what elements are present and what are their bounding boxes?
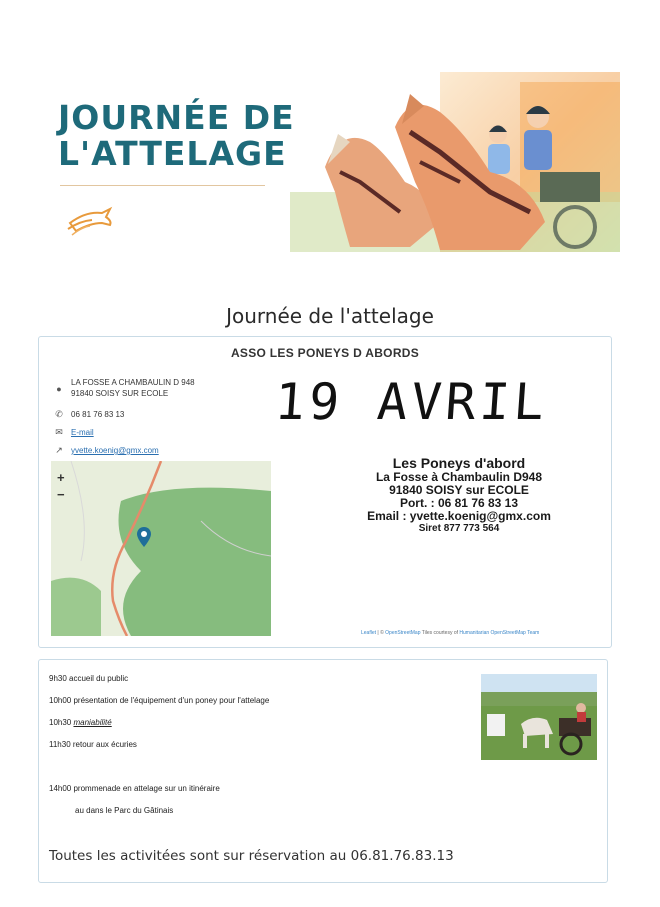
contact-card <box>38 336 612 648</box>
page-title: Journée de l'attelage <box>226 304 434 328</box>
map-zoom-controls <box>57 469 65 503</box>
mail-icon: ✉ <box>55 427 63 437</box>
map-marker-icon[interactable] <box>137 527 151 547</box>
zoom-in-button[interactable]: + <box>57 470 65 485</box>
email-link[interactable]: E-mail <box>71 428 94 437</box>
carriage-photo <box>481 674 597 760</box>
stamp-name: Les Poneys d'abord <box>392 455 526 471</box>
program-item: 10h00 présentation de l'équipement d'un poney pour l'attelage <box>49 696 270 705</box>
org-name: ASSO LES PONEYS D ABORDS <box>230 346 420 360</box>
hero-illustration <box>290 72 620 252</box>
hero-title-line2: L'ATTELAGE <box>58 134 287 173</box>
hero-divider <box>60 185 265 186</box>
phone-icon: ✆ <box>55 409 63 419</box>
location-map[interactable] <box>51 461 271 636</box>
program-item: 9h30 accueil du public <box>49 674 129 683</box>
org-stamp <box>339 455 579 534</box>
stamp-siret: Siret 877 773 564 <box>418 523 500 534</box>
hero-title <box>58 100 295 172</box>
horse-head-logo-icon <box>66 203 116 239</box>
attribution-tiles: Tiles courtesy of <box>420 630 460 636</box>
program-item: 11h30 retour aux écuries <box>49 740 137 749</box>
program-item <box>49 718 112 727</box>
link-icon: ↗ <box>55 445 63 455</box>
address-line1: LA FOSSE A CHAMBAULIN D 948 <box>71 378 195 387</box>
stamp-address1: La Fosse à Chambaulin D948 <box>375 470 543 484</box>
attribution-separator: | © <box>376 630 386 636</box>
osm-link[interactable]: OpenStreetMap <box>385 630 421 636</box>
program-item-activity: maniabilité <box>73 718 112 727</box>
hero-title-line1: JOURNÉE DE <box>58 98 295 137</box>
address-line2: 91840 SOISY SUR ECOLE <box>71 389 169 398</box>
stamp-address2: 91840 SOISY sur ECOLE <box>389 483 529 497</box>
stamp-email: Email : yvette.koenig@gmx.com <box>367 509 551 523</box>
stamp-phone: Port. : 06 81 76 83 13 <box>399 496 519 510</box>
program-item: 14h00 prommenade en attelage sur un itinéraire <box>49 784 220 793</box>
leaflet-link[interactable]: Leaflet <box>361 630 377 636</box>
location-pin-icon: ● <box>56 384 62 394</box>
address-block <box>71 377 195 399</box>
phone-number: 06 81 76 83 13 <box>71 410 125 419</box>
program-item: au dans le Parc du Gâtinais <box>75 806 174 815</box>
map-tiles <box>51 461 271 636</box>
website-link[interactable]: yvette.koenig@gmx.com <box>71 446 159 455</box>
program-card <box>38 659 608 883</box>
program-item-time: 10h30 <box>49 718 74 727</box>
map-attribution <box>361 630 539 636</box>
reservation-note: Toutes les activitées sont sur réservation au 06.81.76.83.13 <box>49 848 454 864</box>
hot-link[interactable]: Humanitarian OpenStreetMap Team <box>459 630 540 636</box>
handwritten-date: 19 AVRIL <box>272 373 550 431</box>
zoom-out-button[interactable]: − <box>57 487 65 502</box>
